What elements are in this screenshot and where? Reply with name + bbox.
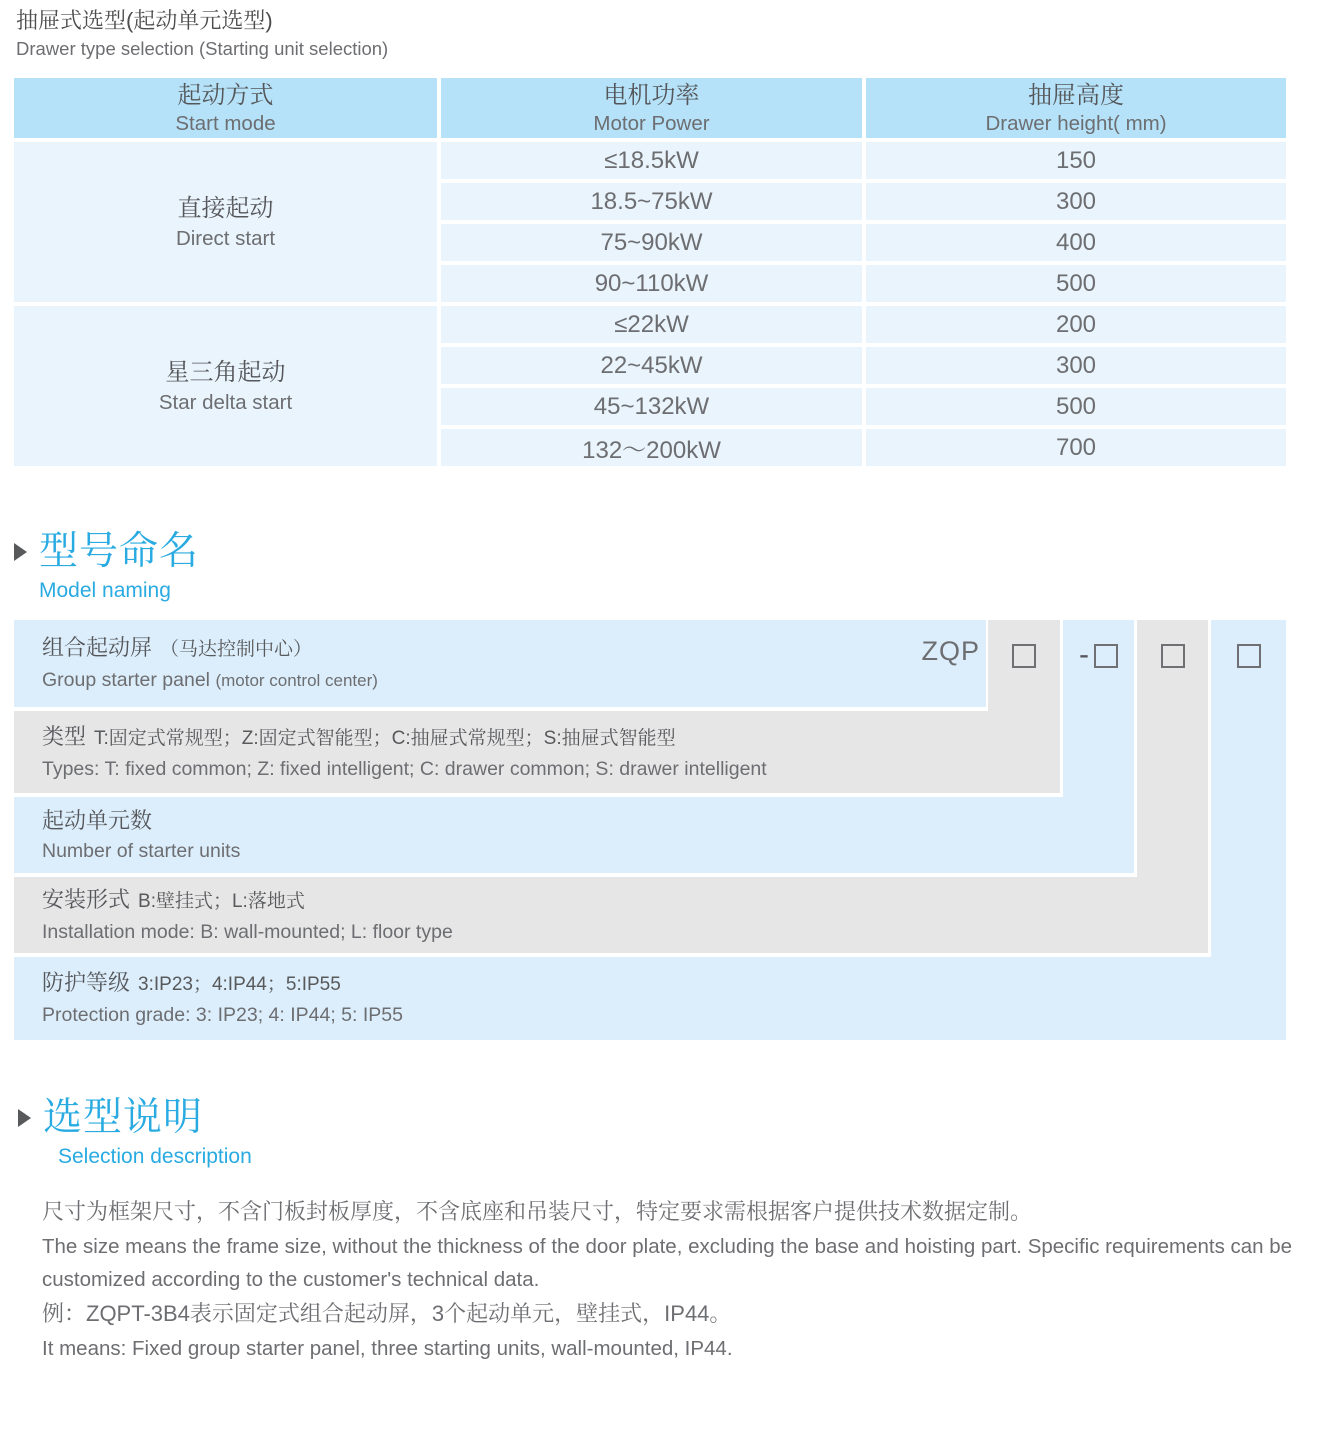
code-column-protection bbox=[1211, 620, 1286, 1040]
desc-line: It means: Fixed group starter panel, three starting units, wall-mounted, IP44. bbox=[42, 1337, 733, 1360]
heading-text bbox=[39, 528, 199, 606]
band-en: Group starter panel (motor control center) bbox=[42, 669, 378, 691]
heading-en: Model naming bbox=[39, 579, 171, 602]
code-dash: - bbox=[1079, 638, 1089, 671]
band-zh: 类型 T:固定式常规型；Z:固定式智能型；C:抽屉式常规型；S:抽屉式智能型 bbox=[42, 723, 676, 749]
table-cell-power: 18.5~75kW bbox=[441, 183, 862, 220]
band-zh: 安装形式 B:壁挂式；L:落地式 bbox=[42, 886, 305, 912]
page-title-zh: 抽屉式选型(起动单元选型) bbox=[16, 8, 273, 33]
band-types bbox=[14, 711, 1060, 793]
arrow-right-icon bbox=[14, 543, 27, 561]
table-cell-height: 500 bbox=[866, 388, 1286, 425]
code-column-installation bbox=[1137, 620, 1208, 953]
section-heading-selection-description bbox=[18, 1094, 252, 1172]
heading-zh: 型号命名 bbox=[39, 530, 200, 573]
heading-en: Selection description bbox=[58, 1145, 252, 1168]
table-cell-height: 200 bbox=[866, 306, 1286, 343]
table-cell-power: 22~45kW bbox=[441, 347, 862, 384]
mode-label-en: Star delta start bbox=[158, 390, 293, 414]
band-installation-mode bbox=[14, 877, 1208, 953]
table-cell-power: 132～200kW bbox=[441, 429, 862, 466]
table-cell-height: 700 bbox=[866, 429, 1286, 466]
table-cell-height: 500 bbox=[866, 265, 1286, 302]
desc-line: 尺寸为框架尺寸，不含门板封板厚度，不含底座和吊装尺寸，特定要求需根据客户提供技术数据定制。 bbox=[42, 1199, 1033, 1224]
table-cell-power: ≤18.5kW bbox=[441, 142, 862, 179]
heading-text bbox=[43, 1094, 252, 1172]
mode-label-zh: 直接起动 bbox=[177, 194, 274, 222]
table-cell-power: 75~90kW bbox=[441, 224, 862, 261]
mode-label-zh: 星三角起动 bbox=[165, 358, 286, 386]
model-naming-diagram bbox=[14, 620, 1286, 1040]
arrow-right-icon bbox=[18, 1109, 31, 1127]
table-header-start-mode bbox=[14, 78, 437, 138]
band-zh: 组合起动屏 （马达控制中心） bbox=[42, 635, 313, 660]
header-label-en: Start mode bbox=[175, 111, 276, 135]
drawer-selection-table bbox=[14, 78, 1286, 466]
mode-label-en: Direct start bbox=[175, 226, 276, 250]
table-cell-height: 400 bbox=[866, 224, 1286, 261]
heading-zh: 选型说明 bbox=[43, 1096, 204, 1139]
band-en: Number of starter units bbox=[42, 839, 241, 862]
selection-description-body bbox=[42, 1194, 1294, 1365]
model-prefix-label: ZQP bbox=[921, 636, 980, 666]
band-en: Installation mode: B: wall-mounted; L: floor type bbox=[42, 920, 453, 943]
table-header-drawer-height bbox=[866, 78, 1286, 138]
band-zh: 起动单元数 bbox=[42, 807, 153, 833]
band-en: Protection grade: 3: IP23; 4: IP44; 5: IP55 bbox=[42, 1004, 403, 1026]
band-protection-grade bbox=[14, 957, 1286, 1040]
section-heading-model-naming bbox=[14, 528, 199, 606]
code-placeholder-box bbox=[1012, 644, 1036, 668]
table-cell-power: 90~110kW bbox=[441, 265, 862, 302]
band-en: Types: T: fixed common; Z: fixed intelligent; C: drawer common; S: drawer intelligent bbox=[42, 757, 767, 780]
header-label-en: Drawer height( mm) bbox=[985, 111, 1167, 135]
table-cell-star-delta-start bbox=[14, 306, 437, 466]
band-group-starter-panel bbox=[14, 620, 986, 707]
table-cell-power: 45~132kW bbox=[441, 388, 862, 425]
desc-line: customized according to the customer's technical data. bbox=[42, 1268, 540, 1291]
table-cell-height: 300 bbox=[866, 347, 1286, 384]
header-label-zh: 抽屉高度 bbox=[1028, 81, 1124, 109]
desc-line: The size means the frame size, without the thickness of the door plate, excluding the base and hoisting part. Specific requirements can be bbox=[42, 1235, 1293, 1258]
code-column-starter-units bbox=[1063, 620, 1134, 873]
code-placeholder-box bbox=[1161, 644, 1185, 668]
header-label-zh: 电机功率 bbox=[603, 81, 700, 109]
header-label-en: Motor Power bbox=[593, 111, 710, 135]
page-title bbox=[16, 6, 388, 62]
table-cell-power: ≤22kW bbox=[441, 306, 862, 343]
page-title-en: Drawer type selection (Starting unit selection) bbox=[16, 38, 389, 59]
code-column-type bbox=[988, 620, 1060, 793]
table-header-motor-power bbox=[441, 78, 862, 138]
header-label-zh: 起动方式 bbox=[177, 81, 274, 109]
desc-line: 例：ZQPT-3B4表示固定式组合起动屏，3个起动单元，壁挂式，IP44。 bbox=[42, 1301, 732, 1326]
band-zh: 防护等级 3:IP23；4:IP44；5:IP55 bbox=[42, 970, 341, 995]
band-starter-units bbox=[14, 797, 1134, 873]
table-cell-height: 150 bbox=[866, 142, 1286, 179]
code-placeholder-box bbox=[1094, 644, 1118, 668]
table-cell-height: 300 bbox=[866, 183, 1286, 220]
code-placeholder-box bbox=[1237, 644, 1261, 668]
table-cell-direct-start bbox=[14, 142, 437, 302]
